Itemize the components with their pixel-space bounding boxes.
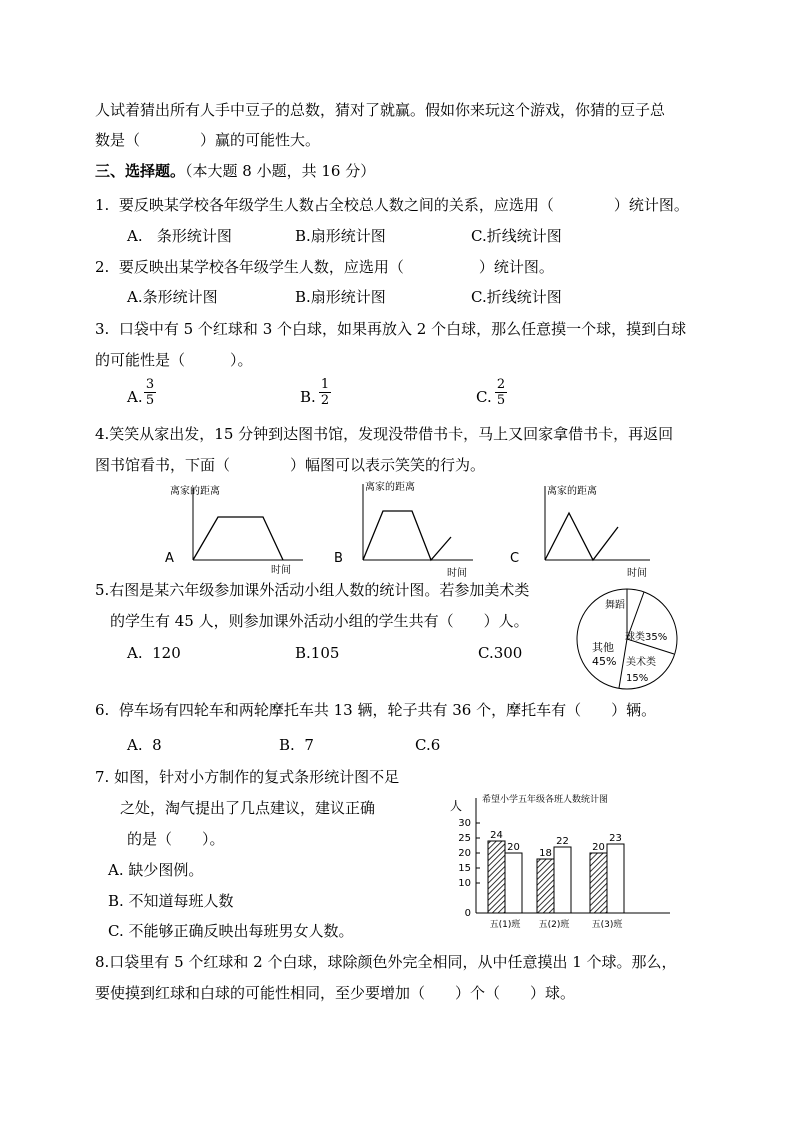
q5-option-c: C.300: [478, 644, 523, 662]
q7-option-c: C. 不能够正确反映出每班男女人数。: [108, 922, 354, 940]
q6-option-b: B. 7: [279, 736, 314, 754]
graph-a-xlabel: 时间: [271, 565, 291, 576]
intro-line-1: 人试着猜出所有人手中豆子的总数，猜对了就赢。假如你来玩这个游戏，你猜的豆子总: [95, 101, 666, 119]
chart-category-label: 五(2)班: [538, 920, 570, 930]
graph-c-xlabel: 时间: [627, 568, 647, 579]
q7-stem-3: 的是（ ）。: [127, 830, 225, 848]
q2-option-c: C.折线统计图: [471, 288, 562, 306]
q3-option-a-fraction: [144, 377, 156, 408]
q3-option-a-label: A.: [127, 388, 143, 406]
chart-category-label: 五(1)班: [489, 920, 521, 930]
q3-stem-2: 的可能性是（ ）。: [95, 351, 253, 369]
chart-bar: [554, 847, 571, 913]
chart-title: 希望小学五年级各班人数统计图: [482, 795, 609, 805]
graph-b-ylabel: 离家的距离: [365, 482, 415, 493]
chart-data-label: 20: [592, 842, 605, 853]
q5-stem-2: 的学生有 45 人，则参加课外活动小组的学生共有（ ）人。: [110, 612, 529, 630]
numerator: 2: [496, 377, 506, 392]
chart-ytick-label: 25: [458, 833, 471, 844]
q7-option-b: B. 不知道每班人数: [108, 892, 234, 910]
q3-option-c-label: C.: [476, 388, 492, 406]
numerator: 3: [145, 377, 155, 392]
section-note: （本大题 8 小题，共 16 分）: [185, 162, 376, 180]
numerator: 1: [320, 377, 330, 392]
graph-c-label: C: [510, 551, 520, 566]
q3-option-b-label: B.: [300, 388, 316, 406]
q7-option-a: A. 缺少图例。: [108, 861, 204, 879]
chart-ytick-label: 10: [458, 878, 471, 889]
graph-a: [160, 480, 310, 580]
q2-option-b: B.扇形统计图: [295, 288, 386, 306]
graph-c-line: [545, 513, 618, 560]
pie-label-art-pct: 15%: [626, 673, 649, 684]
q2-option-a: A.条形统计图: [127, 288, 218, 306]
chart-ytick-label: 15: [458, 863, 471, 874]
chart-data-label: 23: [609, 833, 622, 844]
q8-stem-2: 要使摸到红球和白球的可能性相同，至少要增加（ ）个（ ）球。: [95, 984, 576, 1002]
intro-line-2: 数是（ ）赢的可能性大。: [95, 131, 321, 149]
q5-option-a: A. 120: [127, 644, 181, 662]
q3-option-c-fraction: [495, 377, 507, 408]
q1-stem: 1. 要反映某学校各年级学生人数占全校总人数之间的关系，应选用（ ）统计图。: [95, 196, 689, 214]
chart-data-label: 20: [507, 842, 520, 853]
graph-c-ylabel: 离家的距离: [547, 486, 597, 497]
denominator: 5: [145, 393, 155, 408]
q6-option-c: C.6: [415, 736, 441, 754]
pie-label-other-pct: 45%: [592, 655, 617, 668]
q5-option-b: B.105: [295, 644, 340, 662]
section-heading: [95, 161, 375, 181]
chart-ylabel: 人: [450, 799, 463, 813]
chart-bar: [590, 853, 607, 913]
denominator: 2: [320, 393, 330, 408]
graph-c: [505, 480, 655, 582]
chart-ytick-label: 30: [458, 818, 471, 829]
q3-option-b-fraction: [319, 377, 331, 408]
q3-stem-1: 3. 口袋中有 5 个红球和 3 个白球，如果再放入 2 个白球，那么任意摸一个球，摸到白球: [95, 320, 687, 338]
graph-a-line: [193, 517, 283, 560]
q8-stem-1: 8.口袋里有 5 个红球和 2 个白球，球除颜色外完全相同，从中任意摸出 1 个球。那么，: [95, 953, 677, 971]
pie-label-ball: 球类35%: [625, 632, 668, 643]
pie-label-other: 其他: [592, 641, 614, 654]
q1-option-b: B.扇形统计图: [295, 227, 386, 245]
q4-stem-1: 4.笑笑从家出发，15 分钟到达图书馆，发现没带借书卡，马上又回家拿借书卡，再返回: [95, 425, 674, 443]
q1-option-a: A. 条形统计图: [127, 227, 232, 245]
pie-label-art: 美术类: [626, 657, 656, 668]
graph-b-label: B: [334, 551, 343, 566]
chart-bar: [488, 841, 505, 913]
graph-a-ylabel: 离家的距离: [170, 486, 220, 497]
chart-bar: [505, 853, 522, 913]
graph-b-xlabel: 时间: [447, 568, 467, 579]
class-bar-chart: [445, 790, 675, 940]
chart-ytick-label: 0: [464, 908, 471, 919]
graph-a-label: A: [165, 551, 174, 566]
q2-stem: 2. 要反映出某学校各年级学生人数，应选用（ ）统计图。: [95, 258, 554, 276]
q4-stem-2: 图书馆看书，下面（ ）幅图可以表示笑笑的行为。: [95, 456, 486, 474]
chart-data-label: 18: [539, 848, 552, 859]
graph-b-line: [363, 511, 451, 560]
q7-stem-2: 之处，淘气提出了几点建议，建议正确: [120, 799, 376, 817]
q1-option-c: C.折线统计图: [471, 227, 562, 245]
q5-stem-1: 5.右图是某六年级参加课外活动小组人数的统计图。若参加美术类: [95, 581, 530, 599]
chart-ytick-label: 20: [458, 848, 471, 859]
chart-bar: [607, 844, 624, 913]
graph-b: [330, 480, 480, 582]
section-title: 三、选择题。: [95, 162, 186, 180]
q7-stem-1: 7. 如图，针对小方制作的复式条形统计图不足: [95, 768, 400, 786]
q6-stem: 6. 停车场有四轮车和两轮摩托车共 13 辆，轮子共有 36 个，摩托车有（ ）辆。: [95, 701, 657, 719]
chart-data-label: 22: [556, 836, 569, 847]
chart-data-label: 24: [490, 830, 503, 841]
denominator: 5: [496, 393, 506, 408]
q6-option-a: A. 8: [127, 736, 162, 754]
activity-pie-chart: [572, 585, 684, 693]
chart-category-label: 五(3)班: [591, 920, 623, 930]
chart-bar: [537, 859, 554, 913]
pie-label-dance: 舞蹈: [605, 600, 625, 611]
